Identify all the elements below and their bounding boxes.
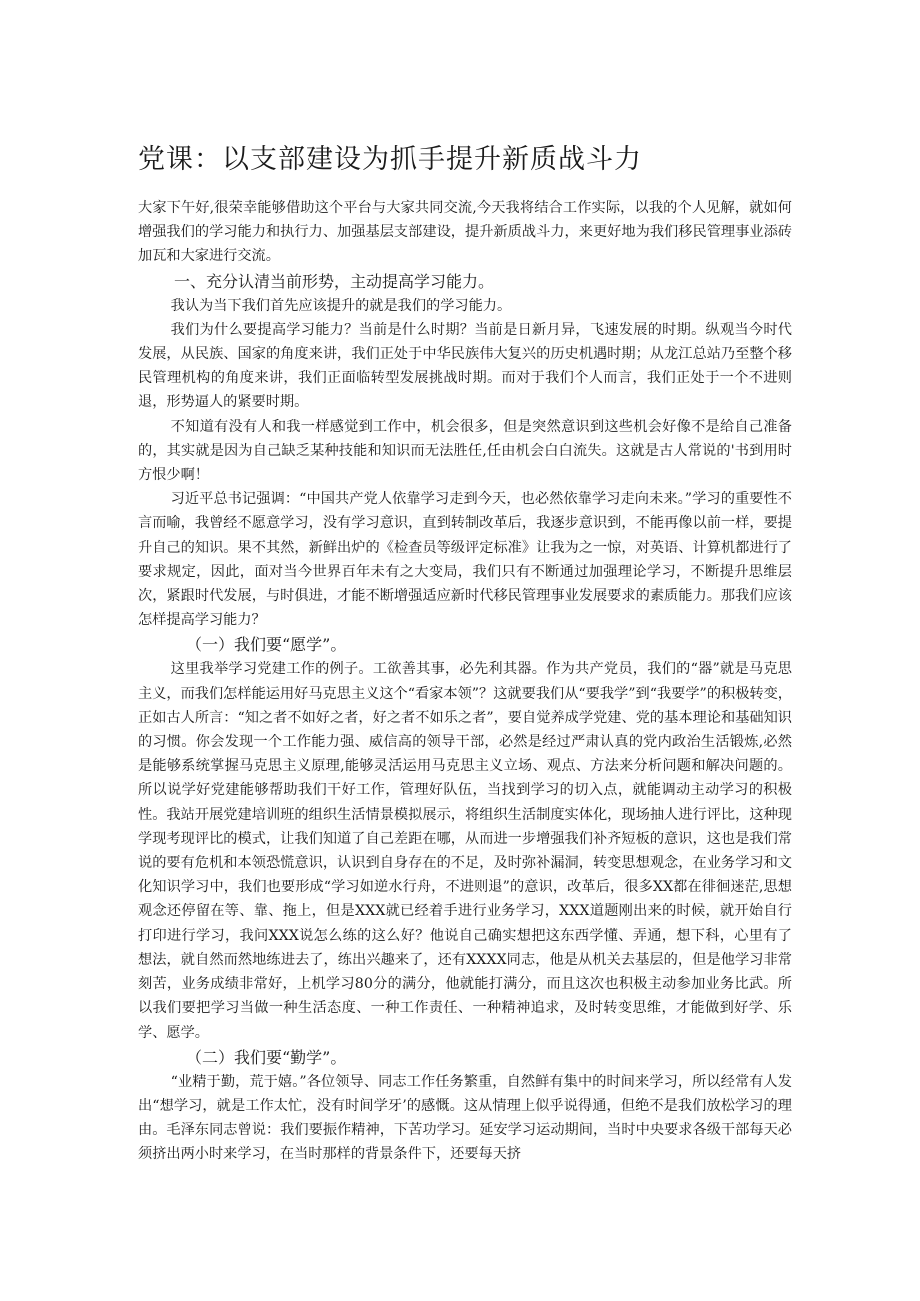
paragraph-2: 我们为什么要提高学习能力？当前是什么时期？当前是日新月异，飞速发展的时期。纵观当今时代发展，从民族、国家的角度来讲，我们正处于中华民族伟大复兴的历史机遇时期；从龙江总站乃至整个移民管理机构的角度来讲，我们正面临转型发展挑战时期。而对于我们个人而言，我们正处于一个不进则退，形势逼人的紧要时期。 (138, 321, 792, 411)
document-page (138, 138, 792, 1167)
document-title: 党课：以支部建设为抓手提升新质战斗力 (138, 144, 642, 175)
subsection-heading-1: （一）我们要“愿学”。 (186, 635, 347, 655)
paragraph-3: 不知道有没有人和我一样感觉到工作中，机会很多，但是突然意识到这些机会好像不是给自己准备的，其实就是因为自己缺乏某种技能和知识而无法胜任,任由机会白白流失。这就是古人常说的'书到用时方恨少啊！ (138, 418, 792, 484)
subsection-heading-2: （二）我们要“勤学”。 (186, 1047, 347, 1067)
section-heading-1: 一、充分认清当前形势，主动提高学习能力。 (174, 271, 495, 291)
paragraph-1: 我认为当下我们首先应该提升的就是我们的学习能力。 (170, 297, 512, 314)
paragraph-6: “业精于勤，荒于嬉。”各位领导、同志工作任务繁重，自然鲜有集中的时间来学习，所以经常有人发出“想学习，就是工作太忙，没有时间学牙’的感慨。这从情理上似乎说得通，但绝不是我们放松学习的理由。毛泽东同志曾说：我们要振作精神，下苦功学习。延安学习运动期间，当时中央要求各级干部每天必须挤出两小时来学习，在当时那样的背景条件下，还要每天挤 (138, 1073, 792, 1163)
paragraph-5: 这里我举学习党建工作的例子。工欲善其事，必先利其器。作为共产党员，我们的“器”就是马克思主义，而我们怎样能运用好马克思主义这个“看家本领”？这就要我们从“要我学”到“我要学”的积极转变，正如古人所言：“知之者不如好之者，好之者不如乐之者”，要自觉养成学党建、党的基本理论和基础知识的习惯。你会发现一个工作能力强、威信高的领导干部，必然是经过严肃认真的党内政治生活锻炼,必然是能够系统掌握马克思主义原理,能够灵活运用马克思主义立场、观点、方法来分析问题和解决问题的。所以说学好党建能够帮助我们干好工作，管理好队伍，当找到学习的切入点，就能调动主动学习的积极性。我站开展党建培训班的组织生活情景模拟展示，将组织生活制度实体化，现场抽人进行评比，这种现学现考现评比的模式，让我们知道了自己差距在哪，从而进一步增强我们补齐短板的意识，这也是我们常说的要有危机和本领恐慌意识，认识到自身存在的不足，及时弥补漏洞，转变思想观念，在业务学习和文化知识学习中，我们也要形成“学习如逆水行舟，不进则退”的意识，改革后，很多XX都在徘徊迷茫,思想观念还停留在等、靠、拖上，但是XXX就已经着手进行业务学习，XXX道题刚出来的时候，就开始自行打印进行学习，我问XXX说怎么练的这么好？他说自己确实想把这东西学懂、弄通，想下科，心里有了想法，就自然而然地练进去了，练出兴趣来了，还有XXXX同志，他是从机关去基层的，但是他学习非常刻苦，业务成绩非常好，上机学习80分的满分，他就能打满分，而且这次也积极主动参加业务比武。所以我们要把学习当做一种生活态度、一种工作责任、一种精神追求，及时转变思维，才能做到好学、乐学、愿学。 (138, 661, 792, 1041)
intro-paragraph: 大家下午好,很荣幸能够借助这个平台与大家共同交流,今天我将结合工作实际，以我的个人见解，就如何增强我们的学习能力和执行力、加强基层支部建设，提升新质战斗力，来更好地为我们移民管理事业添砖加瓦和大家进行交流。 (138, 200, 792, 265)
paragraph-4: 习近平总书记强调：“中国共产党人依靠学习走到今天，也必然依靠学习走向未来。”学习的重要性不言而喻，我曾经不愿意学习，没有学习意识，直到转制改革后，我逐步意识到，不能再像以前一样，要提升自己的知识。果不其然，新鲜出炉的《检查员等级评定标准》让我为之一惊，对英语、计算机都进行了要求规定，因此，面对当今世界百年未有之大变局，我们只有不断通过加强理论学习，不断提升思维层次，紧跟时代发展，与时俱进，才能不断增强适应新时代移民管理事业发展要求的素质能力。那我们应该怎样提高学习能力？ (138, 491, 792, 629)
